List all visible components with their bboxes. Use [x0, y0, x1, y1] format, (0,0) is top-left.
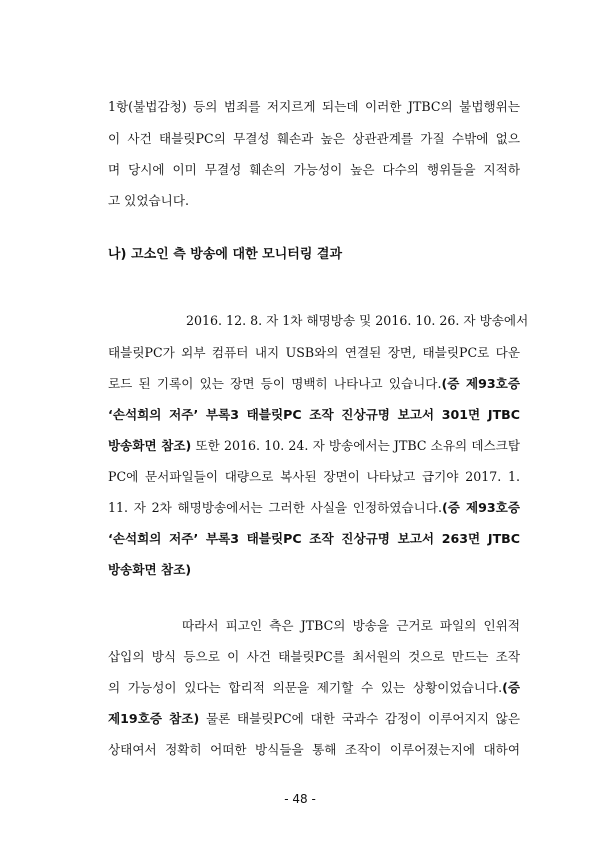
para3-line-3	[108, 679, 520, 697]
evidence-ref-end-a: 방송화면 참조)	[108, 438, 192, 453]
para2-line-1: 2016. 12. 8. 자 1차 해명방송 및 2016. 10. 26. 자 방송에서	[186, 313, 529, 328]
page-number: - 48 -	[284, 792, 316, 806]
evidence-ref-93-a: (증 제93호증	[441, 376, 520, 391]
para2-line-5	[108, 437, 520, 455]
para2-line-9: 방송화면 참조)	[108, 562, 192, 577]
para3-line-4-text: 물론 태블릿PC에 대한 국과수 감정이 이루어지지 않은	[199, 711, 520, 726]
para3-line-3-text: 의 가능성이 있다는 합리적 의문을 제기할 수 있는 상황이었습니다.	[108, 680, 503, 695]
para2-line-3	[108, 375, 520, 393]
para2-line-3-text: 로드 된 기록이 있는 장면 등이 명백히 나타나고 있습니다.	[108, 376, 442, 391]
para2-line-6: PC에 문서파일들이 대량으로 복사된 장면이 나타났고 급기야 2017. 1.	[108, 469, 520, 484]
para2-line-7-text: 11. 자 2차 해명방송에서는 그러한 사실을 인정하였습니다.	[108, 500, 442, 515]
para3-line-5: 상태여서 정확히 어떠한 방식들을 통해 조작이 이루어졌는지에 대하여	[108, 742, 520, 757]
evidence-ref-93-b: (증 제93호증	[441, 500, 520, 515]
para2-line-5-text: 또한 2016. 10. 24. 자 방송에서는 JTBC 소유의 데스크탑	[191, 438, 520, 453]
para2-line-7	[108, 499, 520, 517]
para1-line-3: 며 당시에 이미 무결성 훼손의 가능성이 높은 다수의 행위들을 지적하	[108, 162, 520, 177]
section-heading: 나) 고소인 측 방송에 대한 모니터링 결과	[108, 247, 343, 262]
para2-line-2: 태블릿PC가 외부 컴퓨터 내지 USB와의 연결된 장면, 태블릿PC로 다운	[108, 345, 520, 360]
para2-line-8: ‘손석희의 저주’ 부록3 태블릿PC 조작 진상규명 보고서 263면 JTBC	[108, 531, 520, 546]
para1-line-4: 고 있었습니다.	[108, 193, 189, 208]
para3-line-1: 따라서 피고인 측은 JTBC의 방송을 근거로 파일의 인위적	[182, 618, 520, 633]
evidence-ref-19-a: (증	[502, 680, 520, 695]
para2-line-4: ‘손석희의 저주’ 부록3 태블릿PC 조작 진상규명 보고서 301면 JTBC	[108, 407, 520, 422]
para1-line-1: 1항(불법감청) 등의 범죄를 저지르게 되는데 이러한 JTBC의 불법행위는	[108, 99, 520, 114]
para3-line-4	[108, 710, 520, 728]
para3-line-2: 삽입의 방식 등으로 이 사건 태블릿PC를 최서원의 것으로 만드는 조작	[108, 649, 520, 664]
evidence-ref-19-b: 제19호증 참조)	[108, 711, 200, 726]
para1-line-2: 이 사건 태블릿PC의 무결성 훼손과 높은 상관관계를 가질 수밖에 없으	[108, 131, 520, 146]
